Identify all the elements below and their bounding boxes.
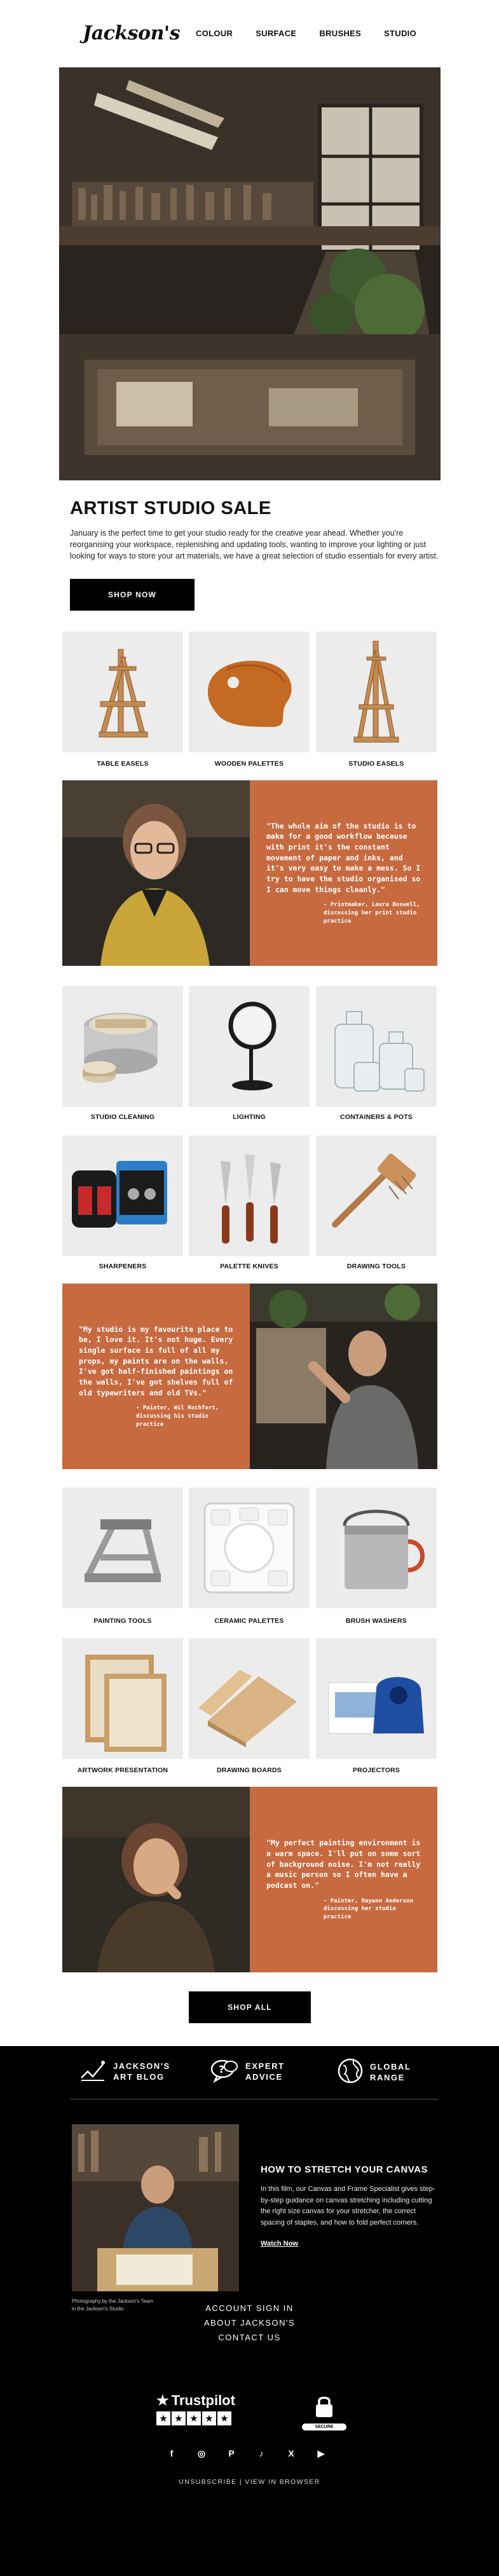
footer	[0, 2046, 499, 2576]
star-icon: ★	[156, 2411, 170, 2425]
padlock-icon	[313, 2394, 335, 2418]
footer-links	[0, 2301, 499, 2345]
youtube-icon[interactable]: ▶	[317, 2448, 325, 2458]
product-tile-painting-tools[interactable]	[62, 1488, 183, 1608]
quote-attribution: - Painter, Rayann Anderson discussing her studio practice	[324, 1897, 413, 1920]
contact-us-link[interactable]: CONTACT US	[218, 2332, 281, 2342]
product-tile-table-easels[interactable]	[62, 632, 183, 752]
product-label[interactable]: STUDIO CLEANING	[90, 1113, 155, 1121]
quote-block-2	[62, 1284, 437, 1469]
product-label[interactable]: WOODEN PALETTES	[214, 760, 284, 768]
product-tile-brush-washers[interactable]	[316, 1488, 437, 1608]
feature-expert-advice[interactable]	[210, 2057, 285, 2086]
watch-now-link[interactable]: Watch Now	[261, 2240, 298, 2248]
nav-colour[interactable]: COLOUR	[196, 28, 233, 38]
about-link[interactable]: ABOUT JACKSON'S	[203, 2317, 296, 2328]
feature-line: ADVICE	[245, 2071, 283, 2082]
product-tile-drawing-tools[interactable]	[316, 1135, 437, 1256]
star-icon: ★	[187, 2411, 201, 2425]
feature-line: RANGE	[370, 2072, 405, 2082]
quote-text: "The whole aim of the studio is to make for a good workflow because with print it's the constant movement of paper and inks, and it's very easy to make a mess. So I try to have the studio organised so I can move things cleanly."	[266, 821, 421, 894]
product-tile-drawing-boards[interactable]	[189, 1638, 310, 1759]
product-label[interactable]: CERAMIC PALETTES	[214, 1617, 284, 1625]
sale-section	[70, 498, 439, 562]
quote-block-1	[62, 780, 437, 966]
header	[0, 0, 499, 66]
product-label[interactable]: DRAWING BOARDS	[217, 1766, 282, 1774]
portrait-painter-studio	[250, 1284, 437, 1469]
quote-text: "My studio is my favourite place to be, I love it. It's not huge. Every single surface is full of all my props, my paints are on the walls, I've got half-finished paintings on the walls, I've got shelves full of old typewriters and old TVs."	[79, 1324, 233, 1397]
sale-title: ARTIST STUDIO SALE	[70, 498, 271, 519]
unsubscribe-view-in-browser[interactable]: UNSUBSCRIBE | VIEW IN BROWSER	[179, 2478, 320, 2486]
quote-attribution: - Printmaker, Laura Boswell, discussing her print studio practice	[324, 902, 420, 925]
product-label[interactable]: CONTAINERS & POTS	[339, 1113, 413, 1121]
trustpilot-badge[interactable]	[156, 2392, 235, 2425]
product-label[interactable]: BRUSH WASHERS	[346, 1617, 407, 1625]
feature-art-blog[interactable]	[79, 2057, 170, 2086]
portrait-painter-rayann	[62, 1787, 250, 1972]
video-info	[261, 2164, 439, 2249]
nav-studio[interactable]: STUDIO	[384, 28, 416, 38]
blog-icon	[79, 2057, 107, 2086]
feature-line: JACKSON'S	[113, 2061, 170, 2071]
portrait-printmaker	[62, 780, 250, 966]
quote-text: "My perfect painting environment is a warm space. I'll put on some sort of background noise. I'm not really a music person so I often have a podcast on."	[266, 1838, 421, 1890]
video-thumbnail[interactable]	[72, 2124, 239, 2291]
main-nav	[196, 29, 416, 38]
trustpilot-label: Trustpilot	[171, 2392, 235, 2408]
secure-badge	[302, 2394, 346, 2430]
secure-label: SECURE	[302, 2423, 346, 2430]
video-description: In this film, our Canvas and Frame Specialist gives step-by-step guidance on canvas stretching including cutting the right size canvas for your stretcher, the correct spacing of staples, and how to fold perfect corners.	[261, 2185, 435, 2227]
product-label[interactable]: DRAWING TOOLS	[346, 1263, 406, 1270]
caption-line: in the Jackson's Studio	[72, 2306, 124, 2312]
product-tile-lighting[interactable]	[189, 986, 310, 1107]
product-tile-containers[interactable]	[316, 986, 437, 1107]
trustpilot-star-icon: ★	[156, 2392, 169, 2408]
product-label[interactable]: PAINTING TOOLS	[93, 1617, 152, 1625]
quote-text-container	[62, 1284, 250, 1469]
product-tile-palette-knives[interactable]	[189, 1135, 310, 1256]
shop-all-button[interactable]: SHOP ALL	[189, 1991, 311, 2023]
product-label[interactable]: STUDIO EASELS	[348, 760, 404, 768]
video-title: HOW TO STRETCH YOUR CANVAS	[261, 2164, 428, 2175]
product-tile-ceramic-palettes[interactable]	[189, 1488, 310, 1608]
quote-text-container	[250, 780, 437, 966]
product-tile-studio-easels[interactable]	[316, 632, 437, 752]
advice-icon	[210, 2057, 239, 2086]
feature-line: ART BLOG	[113, 2071, 165, 2082]
product-label[interactable]: ARTWORK PRESENTATION	[77, 1766, 168, 1774]
caption-line: Photography by the Jackson's Team	[72, 2298, 154, 2304]
nav-brushes[interactable]: BRUSHES	[319, 28, 362, 38]
product-label[interactable]: SHARPENERS	[99, 1263, 147, 1270]
quote-attribution: - Painter, Wil Rochfort, discussing his studio practice	[136, 1405, 219, 1428]
facebook-icon[interactable]: f	[170, 2448, 174, 2458]
instagram-icon[interactable]: ◎	[197, 2448, 206, 2458]
quote-block-3	[62, 1787, 437, 1972]
account-sign-in-link[interactable]: ACCOUNT SIGN IN	[205, 2303, 294, 2313]
svg-text:?: ?	[219, 2063, 225, 2075]
product-tile-studio-cleaning[interactable]	[62, 986, 183, 1107]
hero-image[interactable]	[59, 67, 441, 480]
product-tile-artwork-presentation[interactable]	[62, 1638, 183, 1759]
feature-line: GLOBAL	[370, 2061, 411, 2071]
shop-now-button[interactable]: SHOP NOW	[70, 579, 195, 611]
pinterest-icon[interactable]: P	[228, 2448, 235, 2458]
product-label[interactable]: LIGHTING	[233, 1113, 266, 1121]
quote-text-container	[250, 1787, 437, 1972]
tiktok-icon[interactable]: ♪	[259, 2448, 264, 2458]
product-label[interactable]: PALETTE KNIVES	[220, 1263, 278, 1270]
sale-body: January is the perfect time to get your studio ready for the creative year ahead. Whether you're reorganising your workspace, replenishing and updating tools, wanting to improve your lighting or just looking for ways to store your art materials, we have a great selection of studio essentials for every artist.	[70, 529, 439, 560]
feature-global-range[interactable]	[337, 2057, 411, 2087]
star-icon: ★	[172, 2411, 186, 2425]
product-label[interactable]: PROJECTORS	[352, 1766, 400, 1774]
globe-icon	[337, 2057, 364, 2087]
product-tile-projectors[interactable]	[316, 1638, 437, 1759]
nav-surface[interactable]: SURFACE	[256, 28, 297, 38]
product-tile-wooden-palettes[interactable]	[189, 632, 310, 752]
jacksons-logo[interactable]: Jackson's	[83, 22, 180, 44]
star-icon: ★	[217, 2411, 231, 2425]
social-links	[167, 2448, 326, 2459]
feature-line: EXPERT	[245, 2061, 285, 2071]
product-label[interactable]: TABLE EASELS	[97, 760, 149, 768]
rating-stars	[156, 2411, 235, 2425]
star-icon: ★	[202, 2411, 216, 2425]
x-twitter-icon[interactable]: X	[288, 2448, 294, 2458]
product-tile-sharpeners[interactable]	[62, 1135, 183, 1256]
